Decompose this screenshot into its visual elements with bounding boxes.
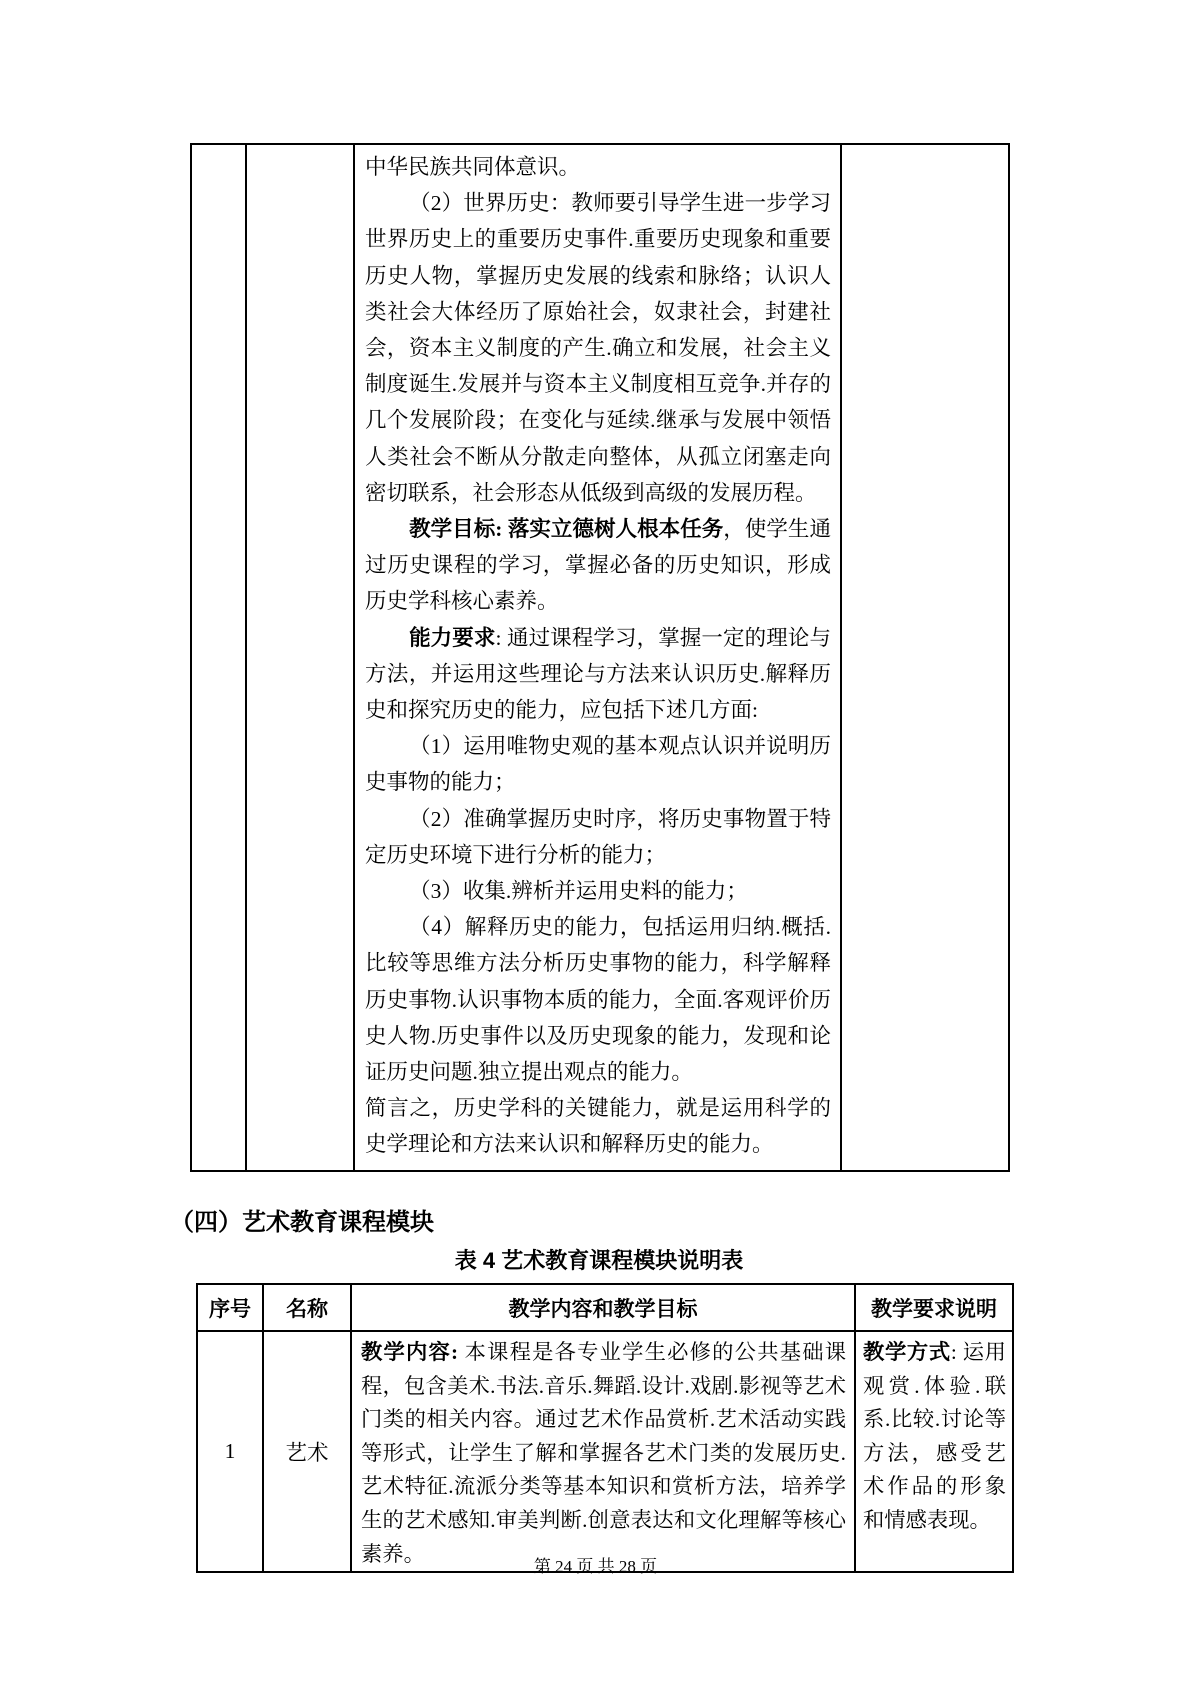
table4-caption: 表 4 艺术教育课程模块说明表 [454,1248,744,1273]
history-name-cell [246,144,354,1171]
table4-requirement-text [856,1332,1012,1538]
paragraph: 中华民族共同体意识。 [365,155,581,179]
table4-name-cell: 艺术 [263,1331,351,1572]
table4-header-seq: 序号 [197,1284,263,1331]
table4-header-content: 教学内容和教学目标 [351,1284,855,1331]
section-heading: （四）艺术教育课程模块 [170,1209,434,1236]
paragraph: （3）收集.辨析并运用史料的能力； [409,879,748,904]
table4-header-name: 名称 [263,1284,351,1331]
history-module-row [191,144,1009,1171]
paragraph: （1）运用唯物史观的基本观点认识并说明历史事物的能力； [365,734,831,795]
paragraph: （2）世界历史：教师要引导学生进一步学习世界历史上的重要历史事件.重要历史现象和重要历史人物，掌握历史发展的线索和脉络；认识人类社会大体经历了原始社会，奴隶社会，封建社会，资本主义制度的产生.确立和发展，社会主义制度诞生.发展并与资本主义制度相互竞争.并存的几个发展阶段；在变化与延续.继承与发展中领悟人类社会不断从分散走向整体，从孤立闭塞走向密切联系，社会形态从低级到高级的发展历程。 [365,191,831,505]
table4-header-requirement: 教学要求说明 [855,1284,1013,1331]
paragraph: （2）准确掌握历史时序，将历史事物置于特定历史环境下进行分析的能力； [365,806,831,867]
paragraph: 教学方式: 运用观赏.体验.联系.比较.讨论等方法，感受艺术作品的形象和情感表现。 [863,1340,1006,1532]
paragraph: 教学目标: 落实立德树人根本任务，使学生通过历史课程的学习，掌握必备的历史知识，形成历史学科核心素养。 [365,517,831,614]
history-seq-cell [191,144,246,1171]
art-module-table [196,1283,1014,1573]
table4-seq-cell: 1 [197,1331,263,1572]
history-content-text [355,145,840,1163]
paragraph: 简言之，历史学科的关键能力，就是运用科学的史学理论和方法来认识和解释历史的能力。 [365,1096,831,1157]
paragraph: （4）解释历史的能力，包括运用归纳.概括.比较等思维方法分析历史事物的能力，科学解释历史事物.认识事物本质的能力，全面.客观评价历史人物.历史事件以及历史现象的能力，发现和论证历史问题.独立提出观点的能力。 [365,915,831,1085]
history-requirement-cell [841,144,1009,1171]
history-content-cell [354,144,841,1171]
paragraph: 能力要求: 通过课程学习，掌握一定的理论与方法，并运用这些理论与方法来认识历史.解释历史和探究历史的能力，应包括下述几方面: [365,625,831,723]
table4-row [197,1331,1013,1572]
page-number: 第 24 页 共 28 页 [533,1557,658,1576]
table4-content-cell [351,1331,855,1572]
history-module-table [190,143,1010,1172]
table4-content-text [352,1332,854,1571]
table4-requirement-cell [855,1331,1013,1572]
paragraph: 教学内容: 本课程是各专业学生必修的公共基础课程，包含美术.书法.音乐.舞蹈.设计.戏剧.影视等艺术门类的相关内容。通过艺术作品赏析.艺术活动实践等形式，让学生了解和掌握各艺术门类的发展历史.艺术特征.流派分类等基本知识和赏析方法，培养学生的艺术感知.审美判断.创意表达和文化理解等核心素养。 [361,1340,846,1566]
table4-header-row [197,1284,1013,1331]
